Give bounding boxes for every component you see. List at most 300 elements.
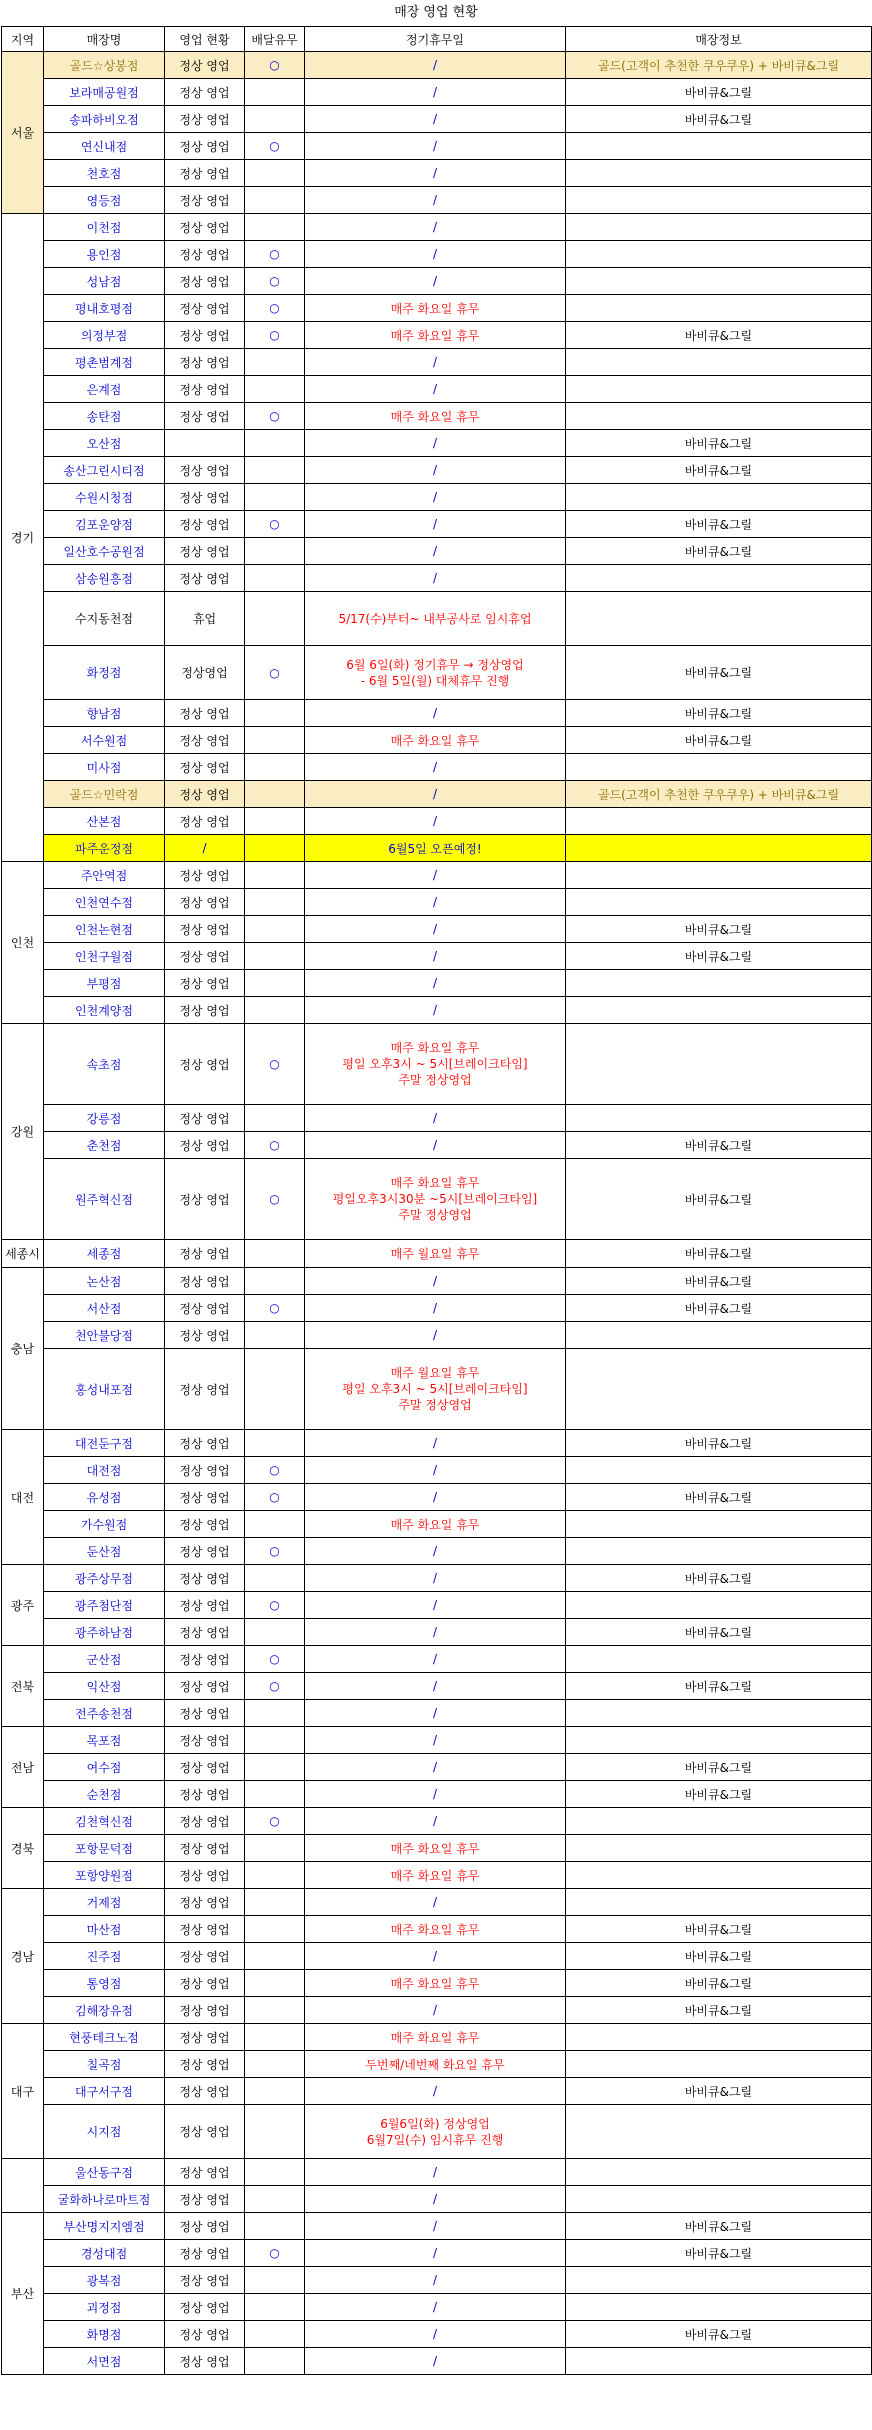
- delivery-cell: [245, 943, 305, 970]
- status-cell: 정상 영업: [165, 1619, 245, 1646]
- delivery-cell: [245, 1889, 305, 1916]
- store-name-cell: 칠곡점: [44, 2051, 165, 2078]
- table-row: [2, 2186, 872, 2213]
- store-info-cell: [566, 2294, 872, 2321]
- store-name-cell: 포항양원점: [44, 1862, 165, 1889]
- store-info-cell: [566, 2348, 872, 2375]
- holiday-cell: /: [305, 511, 566, 538]
- status-cell: 정상 영업: [165, 1457, 245, 1484]
- delivery-cell: [245, 700, 305, 727]
- store-name-cell: 세종점: [44, 1240, 165, 1268]
- store-info-cell: 바비큐&그릴: [566, 1781, 872, 1808]
- delivery-cell: [245, 349, 305, 376]
- holiday-cell: /: [305, 1132, 566, 1159]
- store-info-cell: [566, 2051, 872, 2078]
- table-row: [2, 484, 872, 511]
- status-cell: 정상 영업: [165, 295, 245, 322]
- table-row: [2, 1943, 872, 1970]
- table-row: [2, 862, 872, 889]
- delivery-cell: [245, 1105, 305, 1132]
- delivery-cell: ○: [245, 2240, 305, 2267]
- status-cell: 정상 영업: [165, 1538, 245, 1565]
- store-name-cell: 천호점: [44, 160, 165, 187]
- region-cell: 대전: [2, 1430, 44, 1565]
- store-info-cell: 바비큐&그릴: [566, 1159, 872, 1240]
- holiday-cell: /: [305, 79, 566, 106]
- table-row: [2, 295, 872, 322]
- status-cell: 정상 영업: [165, 2024, 245, 2051]
- store-info-cell: 바비큐&그릴: [566, 1916, 872, 1943]
- table-row: [2, 403, 872, 430]
- status-cell: 정상 영업: [165, 943, 245, 970]
- store-info-cell: [566, 1322, 872, 1349]
- holiday-cell: /: [305, 862, 566, 889]
- table-row: [2, 835, 872, 862]
- store-name-cell: 포항문덕점: [44, 1835, 165, 1862]
- status-cell: 정상 영업: [165, 1105, 245, 1132]
- status-cell: 정상 영업: [165, 862, 245, 889]
- table-row: [2, 2159, 872, 2186]
- holiday-cell: /: [305, 1268, 566, 1295]
- store-name-cell: 군산점: [44, 1646, 165, 1673]
- status-cell: 정상 영업: [165, 2240, 245, 2267]
- status-cell: 정상 영업: [165, 2348, 245, 2375]
- store-info-cell: 바비큐&그릴: [566, 79, 872, 106]
- store-name-cell: 화명점: [44, 2321, 165, 2348]
- status-cell: 정상 영업: [165, 1754, 245, 1781]
- delivery-cell: [245, 754, 305, 781]
- holiday-cell: /: [305, 2348, 566, 2375]
- region-cell: 경기: [2, 214, 44, 862]
- table-row: [2, 241, 872, 268]
- store-name-cell: 울산동구점: [44, 2159, 165, 2186]
- table-row: [2, 781, 872, 808]
- table-row: [2, 1835, 872, 1862]
- delivery-cell: ○: [245, 1808, 305, 1835]
- table-row: [2, 1592, 872, 1619]
- store-info-cell: [566, 2186, 872, 2213]
- table-row: [2, 430, 872, 457]
- status-cell: 정상 영업: [165, 2294, 245, 2321]
- store-info-cell: 바비큐&그릴: [566, 2078, 872, 2105]
- status-cell: 정상 영업: [165, 457, 245, 484]
- delivery-cell: [245, 835, 305, 862]
- store-name-cell: 수지동천점: [44, 592, 165, 646]
- delivery-cell: [245, 484, 305, 511]
- holiday-cell: /: [305, 2321, 566, 2348]
- holiday-cell: /: [305, 268, 566, 295]
- status-cell: 정상 영업: [165, 1322, 245, 1349]
- status-cell: 정상 영업: [165, 1862, 245, 1889]
- store-name-cell: 속초점: [44, 1024, 165, 1105]
- status-cell: 정상 영업: [165, 1430, 245, 1457]
- status-cell: 정상 영업: [165, 781, 245, 808]
- delivery-cell: [245, 2024, 305, 2051]
- region-cell: 서울: [2, 52, 44, 214]
- table-row: [2, 1808, 872, 1835]
- table-row: [2, 1457, 872, 1484]
- store-info-cell: [566, 268, 872, 295]
- status-cell: 정상 영업: [165, 1781, 245, 1808]
- delivery-cell: [245, 2159, 305, 2186]
- store-info-cell: [566, 808, 872, 835]
- store-info-cell: [566, 970, 872, 997]
- table-row: [2, 538, 872, 565]
- delivery-cell: ○: [245, 1484, 305, 1511]
- delivery-cell: [245, 187, 305, 214]
- status-cell: 정상 영업: [165, 2078, 245, 2105]
- table-row: [2, 646, 872, 700]
- status-cell: 정상 영업: [165, 1835, 245, 1862]
- holiday-cell: /: [305, 2078, 566, 2105]
- table-row: [2, 2240, 872, 2267]
- store-info-cell: [566, 2159, 872, 2186]
- header-region: 지역: [2, 27, 44, 52]
- delivery-cell: [245, 2348, 305, 2375]
- table-row: [2, 700, 872, 727]
- store-info-cell: [566, 1727, 872, 1754]
- status-cell: 정상 영업: [165, 1024, 245, 1105]
- delivery-cell: [245, 889, 305, 916]
- delivery-cell: [245, 2267, 305, 2294]
- status-cell: 정상 영업: [165, 565, 245, 592]
- table-row: [2, 79, 872, 106]
- store-info-cell: 바비큐&그릴: [566, 1754, 872, 1781]
- delivery-cell: [245, 1943, 305, 1970]
- store-name-cell: 송산그린시티점: [44, 457, 165, 484]
- delivery-cell: [245, 1997, 305, 2024]
- store-info-cell: [566, 565, 872, 592]
- table-row: [2, 187, 872, 214]
- table-row: [2, 268, 872, 295]
- store-name-cell: 골드☆민락점: [44, 781, 165, 808]
- delivery-cell: [245, 862, 305, 889]
- store-name-cell: 김해장유점: [44, 1997, 165, 2024]
- holiday-cell: 5/17(수)부터~ 내부공사로 임시휴업: [305, 592, 566, 646]
- status-cell: 정상 영업: [165, 79, 245, 106]
- store-info-cell: 바비큐&그릴: [566, 106, 872, 133]
- header-delivery: 배달유무: [245, 27, 305, 52]
- status-cell: 정상 영업: [165, 1349, 245, 1430]
- store-info-cell: 바비큐&그릴: [566, 943, 872, 970]
- store-info-cell: 바비큐&그릴: [566, 1430, 872, 1457]
- store-info-cell: 바비큐&그릴: [566, 1240, 872, 1268]
- holiday-cell: 6월5일 오픈예정!: [305, 835, 566, 862]
- status-cell: 정상 영업: [165, 727, 245, 754]
- store-name-cell: 춘천점: [44, 1132, 165, 1159]
- holiday-cell: /: [305, 916, 566, 943]
- holiday-cell: /: [305, 538, 566, 565]
- store-name-cell: 순천점: [44, 1781, 165, 1808]
- delivery-cell: [245, 1970, 305, 1997]
- table-row: [2, 1322, 872, 1349]
- delivery-cell: ○: [245, 1024, 305, 1105]
- store-info-cell: 바비큐&그릴: [566, 1970, 872, 1997]
- table-row: [2, 1268, 872, 1295]
- store-name-cell: 여수점: [44, 1754, 165, 1781]
- holiday-cell: /: [305, 889, 566, 916]
- status-cell: 정상 영업: [165, 2321, 245, 2348]
- delivery-cell: [245, 1916, 305, 1943]
- table-row: [2, 1889, 872, 1916]
- store-name-cell: 부평점: [44, 970, 165, 997]
- table-row: [2, 106, 872, 133]
- store-name-cell: 서산점: [44, 1295, 165, 1322]
- holiday-cell: /: [305, 1484, 566, 1511]
- table-row: [2, 2348, 872, 2375]
- store-info-cell: [566, 214, 872, 241]
- store-name-cell: 산본점: [44, 808, 165, 835]
- status-cell: 정상 영업: [165, 52, 245, 79]
- table-row: [2, 916, 872, 943]
- store-info-cell: [566, 1835, 872, 1862]
- table-row: [2, 1240, 872, 1268]
- page-title: 매장 영업 현황: [394, 5, 478, 20]
- store-info-cell: [566, 754, 872, 781]
- store-name-cell: 부산명지지엠점: [44, 2213, 165, 2240]
- status-cell: 정상 영업: [165, 1673, 245, 1700]
- table-row: [2, 349, 872, 376]
- table-row: [2, 511, 872, 538]
- table-row: [2, 160, 872, 187]
- delivery-cell: ○: [245, 1457, 305, 1484]
- store-name-cell: 대전둔구점: [44, 1430, 165, 1457]
- status-cell: 정상 영업: [165, 511, 245, 538]
- store-info-cell: [566, 1538, 872, 1565]
- store-name-cell: 시지점: [44, 2105, 165, 2159]
- store-name-cell: 목포점: [44, 1727, 165, 1754]
- store-info-cell: 바비큐&그릴: [566, 1132, 872, 1159]
- store-info-cell: 바비큐&그릴: [566, 1295, 872, 1322]
- store-name-cell: 이천점: [44, 214, 165, 241]
- store-name-cell: 광주하남점: [44, 1619, 165, 1646]
- holiday-cell: /: [305, 808, 566, 835]
- delivery-cell: [245, 106, 305, 133]
- status-cell: [165, 430, 245, 457]
- table-row: [2, 1700, 872, 1727]
- table-row: [2, 376, 872, 403]
- table-row: [2, 943, 872, 970]
- store-name-cell: 인천계양점: [44, 997, 165, 1024]
- store-info-cell: 바비큐&그릴: [566, 322, 872, 349]
- table-row: [2, 754, 872, 781]
- store-name-cell: 골드☆상봉점: [44, 52, 165, 79]
- delivery-cell: ○: [245, 646, 305, 700]
- status-cell: 정상 영업: [165, 1808, 245, 1835]
- store-info-cell: [566, 376, 872, 403]
- store-info-cell: [566, 889, 872, 916]
- store-name-cell: 송파하비오점: [44, 106, 165, 133]
- store-info-cell: [566, 241, 872, 268]
- delivery-cell: [245, 2186, 305, 2213]
- table-row: [2, 1105, 872, 1132]
- holiday-cell: /: [305, 187, 566, 214]
- store-info-cell: [566, 2267, 872, 2294]
- delivery-cell: [245, 79, 305, 106]
- holiday-cell: 6월6일(화) 정상영업 6월7일(수) 임시휴무 진행: [305, 2105, 566, 2159]
- store-name-cell: 향남점: [44, 700, 165, 727]
- header-status: 영업 현황: [165, 27, 245, 52]
- status-cell: 정상 영업: [165, 1240, 245, 1268]
- store-info-cell: 바비큐&그릴: [566, 1997, 872, 2024]
- status-cell: 정상 영업: [165, 376, 245, 403]
- holiday-cell: /: [305, 2213, 566, 2240]
- holiday-cell: /: [305, 997, 566, 1024]
- delivery-cell: ○: [245, 52, 305, 79]
- store-name-cell: 주안역점: [44, 862, 165, 889]
- store-info-cell: [566, 862, 872, 889]
- status-cell: 정상 영업: [165, 1565, 245, 1592]
- table-row: [2, 1727, 872, 1754]
- store-name-cell: 서수원점: [44, 727, 165, 754]
- holiday-cell: /: [305, 484, 566, 511]
- holiday-cell: /: [305, 1997, 566, 2024]
- holiday-cell: /: [305, 214, 566, 241]
- status-cell: 정상 영업: [165, 2267, 245, 2294]
- store-info-cell: 바비큐&그릴: [566, 700, 872, 727]
- store-info-cell: 바비큐&그릴: [566, 1673, 872, 1700]
- store-name-cell: 괴정점: [44, 2294, 165, 2321]
- store-name-cell: 수원시청점: [44, 484, 165, 511]
- table-row: [2, 970, 872, 997]
- status-cell: 정상 영업: [165, 1592, 245, 1619]
- delivery-cell: [245, 997, 305, 1024]
- holiday-cell: /: [305, 1889, 566, 1916]
- delivery-cell: ○: [245, 403, 305, 430]
- store-name-cell: 현풍테크노점: [44, 2024, 165, 2051]
- delivery-cell: ○: [245, 511, 305, 538]
- table-row: [2, 214, 872, 241]
- store-name-cell: 김포운양점: [44, 511, 165, 538]
- delivery-cell: [245, 1754, 305, 1781]
- table-row: [2, 1565, 872, 1592]
- store-name-cell: 마산점: [44, 1916, 165, 1943]
- store-info-cell: [566, 1862, 872, 1889]
- store-name-cell: 둔산점: [44, 1538, 165, 1565]
- store-info-cell: 바비큐&그릴: [566, 430, 872, 457]
- status-cell: 정상 영업: [165, 322, 245, 349]
- table-row: [2, 2321, 872, 2348]
- status-cell: 정상 영업: [165, 916, 245, 943]
- status-cell: 정상 영업: [165, 754, 245, 781]
- status-cell: 정상 영업: [165, 1646, 245, 1673]
- store-info-cell: 골드(고객이 추천한 쿠우쿠우) + 바비큐&그릴: [566, 781, 872, 808]
- store-name-cell: 원주혁신점: [44, 1159, 165, 1240]
- store-name-cell: 인천논현점: [44, 916, 165, 943]
- holiday-cell: /: [305, 1619, 566, 1646]
- region-cell: 부산: [2, 2213, 44, 2375]
- delivery-cell: [245, 808, 305, 835]
- delivery-cell: ○: [245, 1673, 305, 1700]
- status-cell: 정상 영업: [165, 1889, 245, 1916]
- store-name-cell: 유성점: [44, 1484, 165, 1511]
- store-info-cell: [566, 835, 872, 862]
- status-cell: 정상 영업: [165, 2186, 245, 2213]
- holiday-cell: 매주 화요일 휴무: [305, 322, 566, 349]
- status-cell: 정상 영업: [165, 997, 245, 1024]
- store-info-cell: [566, 1511, 872, 1538]
- delivery-cell: [245, 1322, 305, 1349]
- status-cell: 정상 영업: [165, 133, 245, 160]
- store-info-cell: [566, 1024, 872, 1105]
- status-cell: 정상 영업: [165, 187, 245, 214]
- delivery-cell: [245, 1727, 305, 1754]
- store-name-cell: 광주상무점: [44, 1565, 165, 1592]
- table-row: [2, 1511, 872, 1538]
- holiday-cell: 매주 화요일 휴무: [305, 295, 566, 322]
- holiday-cell: /: [305, 52, 566, 79]
- store-name-cell: 통영점: [44, 1970, 165, 1997]
- status-cell: 정상 영업: [165, 1268, 245, 1295]
- store-info-cell: 바비큐&그릴: [566, 916, 872, 943]
- status-cell: 정상 영업: [165, 349, 245, 376]
- table-row: [2, 1673, 872, 1700]
- store-name-cell: 파주운정점: [44, 835, 165, 862]
- delivery-cell: [245, 1835, 305, 1862]
- holiday-cell: 매주 화요일 휴무: [305, 1916, 566, 1943]
- status-cell: 정상 영업: [165, 1132, 245, 1159]
- store-name-cell: 인천연수점: [44, 889, 165, 916]
- store-info-cell: [566, 1808, 872, 1835]
- delivery-cell: [245, 538, 305, 565]
- table-row: [2, 1295, 872, 1322]
- holiday-cell: /: [305, 1295, 566, 1322]
- holiday-cell: 매주 화요일 휴무 평일 오후3시 ~ 5시[브레이크타임] 주말 정상영업: [305, 1024, 566, 1105]
- delivery-cell: [245, 376, 305, 403]
- table-row: [2, 322, 872, 349]
- store-name-cell: 경성대점: [44, 2240, 165, 2267]
- store-info-cell: [566, 1592, 872, 1619]
- delivery-cell: [245, 160, 305, 187]
- table-header-row: [2, 27, 872, 52]
- delivery-cell: ○: [245, 133, 305, 160]
- store-info-cell: [566, 2105, 872, 2159]
- delivery-cell: [245, 214, 305, 241]
- table-row: [2, 1862, 872, 1889]
- store-info-cell: 바비큐&그릴: [566, 457, 872, 484]
- delivery-cell: [245, 1511, 305, 1538]
- holiday-cell: /: [305, 2294, 566, 2321]
- delivery-cell: ○: [245, 1295, 305, 1322]
- store-info-cell: 바비큐&그릴: [566, 538, 872, 565]
- table-row: [2, 1538, 872, 1565]
- delivery-cell: ○: [245, 1646, 305, 1673]
- region-cell: 전남: [2, 1727, 44, 1808]
- store-name-cell: 연신내점: [44, 133, 165, 160]
- delivery-cell: [245, 916, 305, 943]
- table-row: [2, 2024, 872, 2051]
- table-row: [2, 1646, 872, 1673]
- holiday-cell: /: [305, 754, 566, 781]
- store-name-cell: 진주점: [44, 1943, 165, 1970]
- store-info-cell: [566, 133, 872, 160]
- table-row: [2, 808, 872, 835]
- status-cell: 정상 영업: [165, 1159, 245, 1240]
- store-name-cell: 보라매공원점: [44, 79, 165, 106]
- store-name-cell: 김천혁신점: [44, 1808, 165, 1835]
- table-row: [2, 1916, 872, 1943]
- store-info-cell: 바비큐&그릴: [566, 1484, 872, 1511]
- store-name-cell: 광복점: [44, 2267, 165, 2294]
- status-cell: 정상영업: [165, 646, 245, 700]
- delivery-cell: [245, 1349, 305, 1430]
- table-row: [2, 1349, 872, 1430]
- status-cell: 정상 영업: [165, 970, 245, 997]
- store-name-cell: 의정부점: [44, 322, 165, 349]
- holiday-cell: /: [305, 241, 566, 268]
- table-row: [2, 1159, 872, 1240]
- region-cell: 충남: [2, 1268, 44, 1430]
